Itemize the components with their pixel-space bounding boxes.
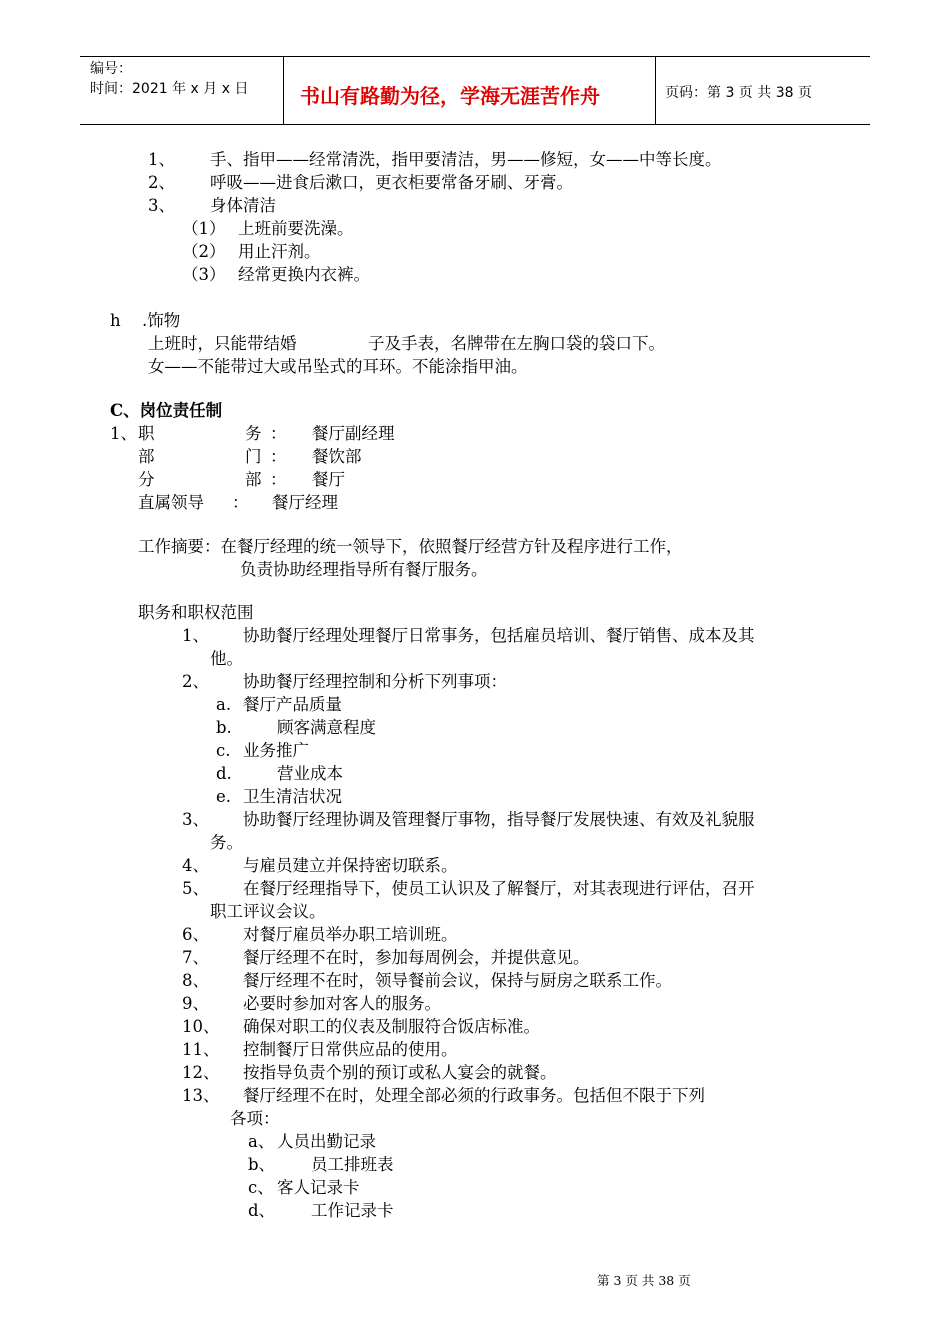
job-field-department-value: 餐饮部 [312,447,362,466]
duty-num-7: 7、 [182,948,209,967]
body-cleaning-text-3: 经常更换内衣裤。 [238,265,370,284]
accessories-line-1b: 子及手表，名牌带在左胸口袋的袋口下。 [368,334,665,353]
control-letter-b: b. [216,718,232,737]
duty-text-8: 餐厅经理不在时，领导餐前会议，保持与厨房之联系工作。 [243,971,672,990]
duty-text-7: 餐厅经理不在时，参加每周例会，并提供意见。 [243,948,590,967]
duty-text-5: 在餐厅经理指导下，使员工认识及了解餐厅，对其表现进行评估，召开 [243,879,755,898]
duty-num-3: 3、 [182,810,209,829]
header-time-label: 时间：2021 年 x 月 x 日 [90,81,249,97]
duty-num-6: 6、 [182,925,209,944]
job-field-position-k1: 职 [138,424,155,443]
job-field-division-sep: ： [270,470,287,489]
duty-text-12: 按指导负责个别的预订或私人宴会的就餐。 [243,1063,557,1082]
duty-text-6: 对餐厅雇员举办职工培训班。 [243,925,458,944]
admin-letter-c: c、 [248,1178,274,1197]
header-page-info: 页码：第 3 页 共 38 页 [665,85,812,101]
hygiene-num-1: 1、 [148,150,175,169]
job-field-division-k2: 部 [245,470,262,489]
control-text-e: 卫生清洁状况 [243,787,342,806]
job-field-division-k1: 分 [138,470,155,489]
duty-text-1: 协助餐厅经理处理餐厅日常事务，包括雇员培训、餐厅销售、成本及其 [243,626,755,645]
duty-num-8: 8、 [182,971,209,990]
control-letter-c: c. [216,741,231,760]
duty-text-3: 协助餐厅经理协调及管理餐厅事物，指导餐厅发展快速、有效及礼貌服 [243,810,755,829]
duty-text-13: 餐厅经理不在时，处理全部必须的行政事务。包括但不限于下列 [243,1086,705,1105]
hygiene-text-3: 身体清洁 [210,196,276,215]
hygiene-text-1: 手、指甲——经常清洗，指甲要清洁，男——修短，女——中等长度。 [210,150,722,169]
admin-text-c: 客人记录卡 [277,1178,360,1197]
accessories-title: .饰物 [142,311,181,330]
duty-text-10: 确保对职工的仪表及制服符合饭店标准。 [243,1017,540,1036]
job-summary-line-2: 负责协助经理指导所有餐厅服务。 [240,560,488,579]
job-field-department-k1: 部 [138,447,155,466]
duties-title: 职务和职权范围 [138,603,254,622]
job-field-position-value: 餐厅副经理 [312,424,395,443]
body-cleaning-text-1: 上班前要洗澡。 [238,219,354,238]
header-top-rule [80,56,870,57]
duty-cont-5: 职工评议会议。 [210,902,326,921]
control-letter-a: a. [216,695,232,714]
control-text-a: 餐厅产品质量 [243,695,342,714]
hygiene-text-2: 呼吸——进食后漱口，更衣柜要常备牙刷、牙膏。 [210,173,573,192]
job-field-position-sep: ： [270,424,287,443]
job-field-position-k2: 务 [245,424,262,443]
supervisor-value: 餐厅经理 [272,493,338,512]
control-letter-e: e. [216,787,232,806]
header-divider-left [283,57,284,124]
duty-num-11: 11、 [182,1040,220,1059]
duty-text-4: 与雇员建立并保持密切联系。 [243,856,458,875]
job-field-division-value: 餐厅 [312,470,345,489]
control-letter-d: d. [216,764,232,783]
admin-letter-b: b、 [248,1155,276,1174]
control-text-c: 业务推广 [243,741,309,760]
section-c-title: C、岗位责任制 [110,401,223,420]
duty-num-5: 5、 [182,879,209,898]
accessories-marker: h [110,311,121,330]
page-footer: 第 3 页 共 38 页 [597,1273,691,1288]
duty-cont-3: 务。 [210,833,243,852]
body-cleaning-text-2: 用止汗剂。 [238,242,321,261]
duty-num-2: 2、 [182,672,209,691]
admin-text-b: 员工排班表 [311,1155,394,1174]
duty-num-12: 12、 [182,1063,220,1082]
accessories-line-1a: 上班时，只能带结婚 [148,334,297,353]
header-divider-right [655,57,656,124]
job-field-department-sep: ： [270,447,287,466]
body-cleaning-num-2: （2） [182,242,226,261]
body-cleaning-num-3: （3） [182,265,226,284]
section-c-num: 1、 [110,424,137,443]
accessories-line-2: 女——不能带过大或吊坠式的耳环。不能涂指甲油。 [148,357,528,376]
header-bottom-rule [80,124,870,125]
duty-text-2: 协助餐厅经理控制和分析下列事项： [243,672,507,691]
duty-num-1: 1、 [182,626,209,645]
duty-text-11: 控制餐厅日常供应品的使用。 [243,1040,458,1059]
control-text-d: 营业成本 [277,764,343,783]
duty-num-9: 9、 [182,994,209,1013]
control-text-b: 顾客满意程度 [277,718,376,737]
job-field-department-k2: 门 [245,447,262,466]
admin-text-a: 人员出勤记录 [277,1132,376,1151]
duty-cont-1: 他。 [210,649,243,668]
admin-letter-a: a、 [248,1132,275,1151]
header-motto: 书山有路勤为径，学海无涯苦作舟 [300,84,600,108]
duty-text-9: 必要时参加对客人的服务。 [243,994,441,1013]
supervisor-label: 直属领导 [138,493,204,512]
hygiene-num-3: 3、 [148,196,175,215]
duty-num-13: 13、 [182,1086,220,1105]
header-number-label: 编号： [90,61,132,77]
job-summary-line-1: 工作摘要：在餐厅经理的统一领导下，依照餐厅经营方针及程序进行工作， [138,537,683,556]
admin-text-d: 工作记录卡 [311,1201,394,1220]
admin-letter-d: d、 [248,1201,276,1220]
duty-num-10: 10、 [182,1017,220,1036]
duty-num-4: 4、 [182,856,209,875]
hygiene-num-2: 2、 [148,173,175,192]
body-cleaning-num-1: （1） [182,219,226,238]
supervisor-sep: ： [232,493,249,512]
duty-cont-13: 各项： [230,1109,280,1128]
